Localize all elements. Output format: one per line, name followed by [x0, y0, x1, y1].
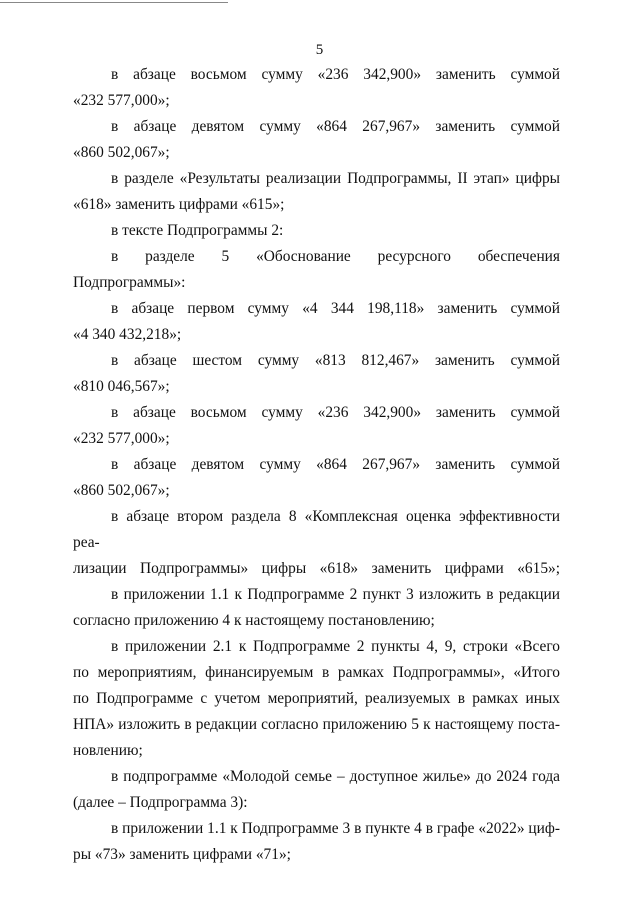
paragraph-line: по мероприятиям, финансируемым в рамках Подпрограммы», «Итого — [73, 664, 560, 681]
paragraph-line: (далее – Подпрограмма 3): — [73, 794, 248, 811]
paragraph-line: в абзаце втором раздела 8 «Комплексная оценка эффективности реа- — [73, 508, 560, 551]
paragraph-line: «810 046,567»; — [73, 378, 170, 395]
paragraph-line: «4 340 432,218»; — [73, 326, 182, 343]
paragraph-line: в абзаце восьмом сумму «236 342,900» заменить суммой — [111, 66, 560, 83]
paragraph-line: по Подпрограмме с учетом мероприятий, реализуемых в рамках иных — [73, 690, 560, 707]
paragraph-line: «860 502,067»; — [73, 482, 170, 499]
paragraph-line: лизации Подпрограммы» цифры «618» заменить цифрами «615»; — [73, 560, 560, 577]
paragraph-line: в тексте Подпрограммы 2: — [111, 222, 284, 239]
paragraph-line: новлению; — [73, 742, 143, 759]
paragraph-line: в приложении 1.1 к Подпрограмме 3 в пункте 4 в графе «2022» циф- — [111, 820, 560, 837]
page-number: 5 — [315, 42, 324, 58]
paragraph-line: «232 577,000»; — [73, 430, 170, 447]
paragraph-line: в абзаце девятом сумму «864 267,967» заменить суммой — [111, 456, 560, 473]
document-body — [73, 62, 560, 868]
scan-edge-line — [0, 2, 228, 3]
paragraph-line: «618» заменить цифрами «615»; — [73, 196, 285, 213]
paragraph-line: в разделе 5 «Обоснование ресурсного обеспечения Подпрограммы»: — [73, 248, 560, 291]
paragraph-line: в приложении 2.1 к Подпрограмме 2 пункты 4, 9, строки «Всего — [111, 638, 560, 655]
paragraph-line: в подпрограмме «Молодой семье – доступное жилье» до 2024 года — [111, 768, 560, 785]
paragraph-line: «860 502,067»; — [73, 144, 170, 161]
paragraph-line: в абзаце восьмом сумму «236 342,900» заменить суммой — [111, 404, 560, 421]
paragraph-line: в абзаце шестом сумму «813 812,467» заменить суммой — [111, 352, 560, 369]
paragraph-line: в приложении 1.1 к Подпрограмме 2 пункт 3 изложить в редакции — [111, 586, 560, 603]
paragraph-line: в разделе «Результаты реализации Подпрограммы, II этап» цифры — [111, 170, 560, 187]
paragraph-line: в абзаце первом сумму «4 344 198,118» заменить суммой — [111, 300, 560, 317]
paragraph-line: ры «73» заменить цифрами «71»; — [73, 846, 291, 863]
paragraph-line: в абзаце девятом сумму «864 267,967» заменить суммой — [111, 118, 560, 135]
paragraph-line: «232 577,000»; — [73, 92, 170, 109]
paragraph-line: согласно приложению 4 к настоящему постановлению; — [73, 612, 435, 629]
paragraph-line: НПА» изложить в редакции согласно приложению 5 к настоящему поста- — [73, 716, 560, 733]
